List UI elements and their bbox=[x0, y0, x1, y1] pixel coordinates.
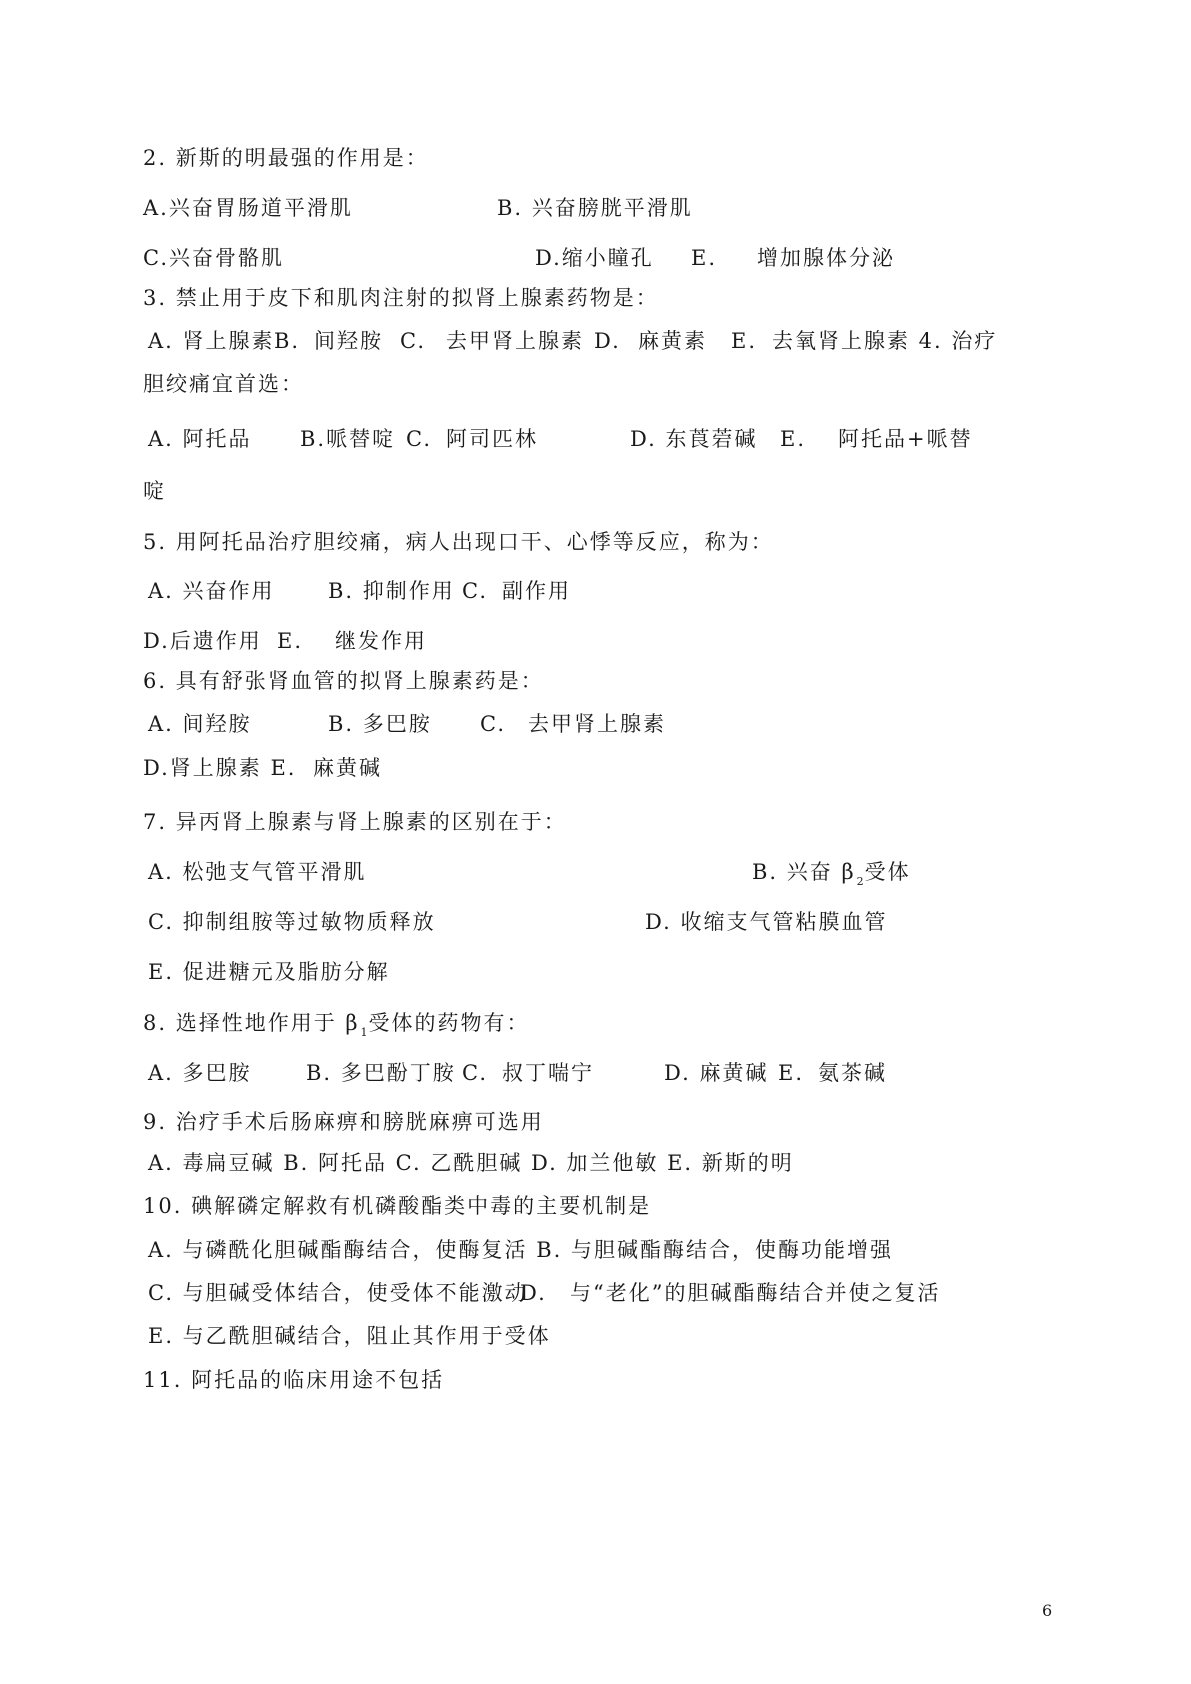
option-b bbox=[752, 857, 911, 897]
option-b: B. 兴奋膀胱平滑肌 bbox=[497, 196, 693, 220]
question-7-option-e: E. 促进糖元及脂肪分解 bbox=[148, 960, 390, 984]
option-c-letter: C. bbox=[400, 329, 426, 353]
page-number: 6 bbox=[1042, 1601, 1053, 1620]
option-a: A. 间羟胺 bbox=[148, 712, 252, 736]
option-a: A. 多巴胺 bbox=[148, 1061, 252, 1085]
question-8-stem-end: 受体的药物有： bbox=[368, 1011, 530, 1035]
question-10-option-e: E. 与乙酰胆碱结合，阻止其作用于受体 bbox=[148, 1324, 551, 1348]
option-d-e: D.肾上腺素 E. bbox=[143, 756, 297, 780]
option-e-text: 增加腺体分泌 bbox=[757, 246, 895, 270]
option-d: D.缩小瞳孔 bbox=[535, 246, 654, 270]
option-d-text: 与“老化”的胆碱酯酶结合并使之复活 bbox=[570, 1281, 941, 1305]
option-d: D. 麻黄碱 bbox=[664, 1061, 769, 1085]
option-c-letter: C. bbox=[462, 579, 488, 603]
option-b: B. 多巴酚丁胺 bbox=[306, 1061, 456, 1085]
question-10-stem: 10. 碘解磷定解救有机磷酸酯类中毒的主要机制是 bbox=[143, 1194, 652, 1218]
option-c-letter: C. bbox=[480, 712, 506, 736]
question-7-stem: 7. 异丙肾上腺素与肾上腺素的区别在于： bbox=[143, 810, 567, 834]
question-11-stem: 11. 阿托品的临床用途不包括 bbox=[143, 1368, 445, 1392]
option-d: D.后遗作用 bbox=[143, 629, 262, 653]
option-c-text: 叔丁喘宁 bbox=[502, 1061, 594, 1085]
option-a: A. 松弛支气管平滑肌 bbox=[148, 860, 367, 884]
beta-subscript: 2 bbox=[856, 875, 864, 888]
question-5-stem: 5. 用阿托品治疗胆绞痛，病人出现口干、心悸等反应，称为： bbox=[143, 530, 774, 554]
option-b: B. 抑制作用 bbox=[328, 579, 455, 603]
option-e-letter: E. bbox=[691, 246, 718, 270]
option-c: C. 与胆碱受体结合，使受体不能激动 bbox=[148, 1281, 528, 1305]
option-d: D. 收缩支气管粘膜血管 bbox=[645, 910, 888, 934]
option-a: A. 阿托品 bbox=[148, 427, 252, 451]
option-e-letter: E. bbox=[731, 329, 758, 353]
beta-subscript: 1 bbox=[360, 1026, 368, 1039]
option-d-text: 麻黄素 bbox=[638, 329, 707, 353]
question-9-stem: 9. 治疗手术后肠麻痹和膀胱麻痹可选用 bbox=[143, 1110, 544, 1134]
question-9-options: A. 毒扁豆碱 B. 阿托品 C. 乙酰胆碱 D. 加兰他敏 E. 新斯的明 bbox=[148, 1151, 794, 1175]
option-b-text: 间羟胺 bbox=[314, 329, 383, 353]
option-d-letter: D. bbox=[520, 1281, 547, 1305]
option-c: C. 抑制组胺等过敏物质释放 bbox=[148, 910, 436, 934]
option-c-letter: C. bbox=[462, 1061, 488, 1085]
option-b: B. 多巴胺 bbox=[328, 712, 432, 736]
option-c-text: 去甲肾上腺素 bbox=[528, 712, 666, 736]
option-e-letter: E. bbox=[778, 1061, 805, 1085]
option-b: B.哌替啶 bbox=[300, 427, 396, 451]
option-c-letter: C. bbox=[406, 427, 432, 451]
option-c-text: 阿司匹林 bbox=[446, 427, 538, 451]
question-4-stem-cont: 胆绞痛宜首选： bbox=[143, 372, 304, 396]
option-a: A. 肾上腺素 bbox=[148, 329, 275, 353]
option-d-letter: D. bbox=[594, 329, 621, 353]
option-e-text: 麻黄碱 bbox=[313, 756, 382, 780]
option-b-suffix: 受体 bbox=[864, 860, 911, 884]
option-c: C.兴奋骨骼肌 bbox=[143, 246, 284, 270]
question-8-stem-text: 8. 选择性地作用于 β bbox=[143, 1011, 360, 1035]
option-e-letter: E. bbox=[780, 427, 807, 451]
option-b-text: B. 兴奋 β bbox=[752, 860, 856, 884]
option-e-text: 氨茶碱 bbox=[818, 1061, 887, 1085]
option-e-text: 继发作用 bbox=[335, 629, 427, 653]
option-d: D. 东莨菪碱 bbox=[630, 427, 758, 451]
option-e-text: 阿托品+哌替 bbox=[838, 427, 973, 451]
question-8-stem bbox=[143, 1008, 530, 1048]
question-10-options-line-1: A. 与磷酰化胆碱酯酶结合，使酶复活 B. 与胆碱酯酶结合，使酶功能增强 bbox=[148, 1238, 893, 1262]
question-6-stem: 6. 具有舒张肾血管的拟肾上腺素药是： bbox=[143, 669, 544, 693]
option-b-letter: B. bbox=[274, 329, 301, 353]
question-2-stem: 2. 新斯的明最强的作用是： bbox=[143, 146, 429, 170]
option-a: A. 兴奋作用 bbox=[148, 579, 275, 603]
option-a: A.兴奋胃肠道平滑肌 bbox=[143, 196, 353, 220]
option-e-letter: E. bbox=[277, 629, 304, 653]
option-c-text: 副作用 bbox=[502, 579, 571, 603]
option-c-text: 去甲肾上腺素 bbox=[446, 329, 584, 353]
question-4-option-e-cont: 啶 bbox=[143, 479, 166, 503]
option-e-text: 去氧肾上腺素 4. 治疗 bbox=[772, 329, 998, 353]
question-3-stem: 3. 禁止用于皮下和肌肉注射的拟肾上腺素药物是： bbox=[143, 286, 659, 310]
